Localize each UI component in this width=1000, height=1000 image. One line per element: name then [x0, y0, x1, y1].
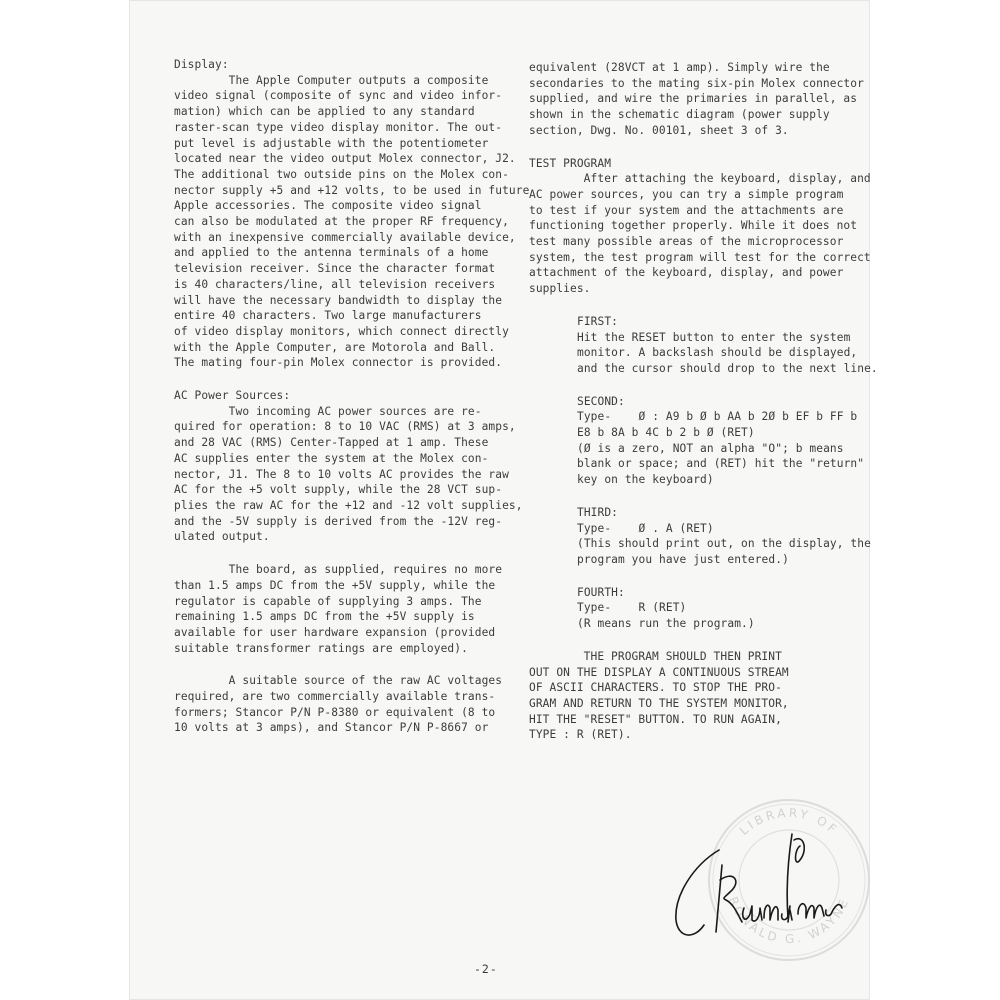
- test-program-line: After attaching the keyboard, display, and: [529, 172, 871, 186]
- board-line: remaining 1.5 amps DC from the +5V supply is: [174, 610, 475, 624]
- display-heading: Display:: [174, 58, 229, 71]
- step-line: key on the keyboard): [577, 473, 714, 487]
- page-number: -2-: [474, 962, 498, 976]
- display-paragraph: [174, 73, 530, 371]
- ac-power-line: ulated output.: [174, 530, 270, 544]
- test-program-line: to test if your system and the attachments are: [529, 203, 844, 217]
- test-program-line: AC power sources, you can try a simple program: [529, 187, 844, 201]
- closing-line: GRAM AND RETURN TO THE SYSTEM MONITOR,: [529, 696, 789, 710]
- display-line: nector supply +5 and +12 volts, to be used in future: [174, 183, 530, 197]
- board-paragraph: [174, 562, 503, 656]
- step-line: Type- R (RET): [577, 601, 687, 615]
- step-fourth: [577, 585, 839, 632]
- step-label: SECOND:: [577, 394, 625, 408]
- display-line: with an inexpensive commercially available device,: [174, 230, 516, 244]
- continuation-line: section, Dwg. No. 00101, sheet 3 of 3.: [529, 123, 789, 137]
- test-program-line: system, the test program will test for the correct: [529, 250, 871, 264]
- transformer-line: 10 volts at 3 amps), and Stancor P/N P-8667 or: [174, 721, 489, 735]
- step-line: monitor. A backslash should be displayed,: [577, 346, 858, 360]
- continuation-paragraph: [529, 60, 864, 139]
- step-line: Type- Ø : A9 b Ø b AA b 2Ø b EF b FF b: [577, 410, 858, 424]
- board-line: than 1.5 amps DC from the +5V supply, while the: [174, 578, 496, 592]
- transformer-line: formers; Stancor P/N P-8380 or equivalent (8 to: [174, 705, 496, 719]
- step-label: THIRD:: [577, 505, 619, 519]
- continuation-line: equivalent (28VCT at 1 amp). Simply wire the: [529, 61, 830, 74]
- step-third: [577, 505, 871, 568]
- step-line: program you have just entered.): [577, 552, 789, 566]
- display-line: The Apple Computer outputs a composite: [174, 73, 489, 87]
- continuation-line: secondaries to the mating six-pin Molex connector: [529, 76, 864, 90]
- ac-power-line: quired for operation: 8 to 10 VAC (RMS) at 3 amps,: [174, 420, 516, 434]
- ac-power-line: plies the raw AC for the +12 and -12 volt supplies,: [174, 498, 523, 512]
- step-line: Type- Ø . A (RET): [577, 521, 714, 535]
- board-line: suitable transformer ratings are employed).: [174, 641, 468, 655]
- ac-power-line: and the -5V supply is derived from the -12V reg-: [174, 514, 503, 528]
- closing-line: THE PROGRAM SHOULD THEN PRINT: [529, 649, 782, 663]
- board-line: regulator is capable of supplying 3 amps. The: [174, 594, 482, 608]
- ac-power-line: nector, J1. The 8 to 10 volts AC provides the raw: [174, 467, 509, 481]
- signature-icon: [664, 820, 844, 950]
- ac-power-line: AC for the +5 volt supply, while the 28 VCT sup-: [174, 483, 503, 497]
- closing-line: TYPE : R (RET).: [529, 728, 632, 742]
- closing-line: OUT ON THE DISPLAY A CONTINUOUS STREAM: [529, 665, 789, 679]
- board-line: available for user hardware expansion (provided: [174, 625, 496, 639]
- ac-power-heading: AC Power Sources:: [174, 389, 291, 403]
- step-label: FIRST:: [577, 314, 619, 328]
- step-line: (R means run the program.): [577, 617, 755, 631]
- display-line: with the Apple Computer, are Motorola and Ball.: [174, 340, 496, 354]
- step-second: [577, 394, 865, 488]
- step-line: and the cursor should drop to the next line.: [577, 361, 878, 375]
- right-column: [529, 60, 878, 743]
- display-line: raster-scan type video display monitor. The out-: [174, 120, 503, 134]
- transformer-paragraph: [174, 673, 503, 736]
- display-line: Apple accessories. The composite video signal: [174, 199, 482, 213]
- step-line: Hit the RESET button to enter the system: [577, 330, 851, 344]
- step-first: [577, 314, 878, 377]
- svg-text:LIBRARY OF: LIBRARY OF: [736, 805, 842, 838]
- continuation-line: supplied, and wire the primaries in parallel, as: [529, 92, 858, 106]
- closing-line: HIT THE "RESET" BUTTON. TO RUN AGAIN,: [529, 712, 782, 726]
- ac-power-line: and 28 VAC (RMS) Center-Tapped at 1 amp. These: [174, 436, 489, 450]
- svg-text:RONALD G. WAYNE: RONALD G. WAYNE: [725, 894, 853, 947]
- test-program-heading: TEST PROGRAM: [529, 156, 612, 170]
- transformer-line: required, are two commercially available trans-: [174, 690, 496, 704]
- display-line: located near the video output Molex connector, J2.: [174, 152, 516, 166]
- step-line: E8 b 8A b 4C b 2 b Ø (RET): [577, 426, 755, 440]
- display-line: The mating four-pin Molex connector is provided.: [174, 356, 503, 370]
- ac-power-paragraph: [174, 404, 523, 545]
- display-line: entire 40 characters. Two large manufacturers: [174, 309, 482, 323]
- closing-line: OF ASCII CHARACTERS. TO STOP THE PRO-: [529, 681, 782, 695]
- left-column: [174, 57, 530, 736]
- test-program-line: test many possible areas of the microprocessor: [529, 235, 844, 249]
- display-line: mation) which can be applied to any standard: [174, 105, 475, 119]
- document-page: [129, 0, 878, 1000]
- test-program-paragraph: [529, 171, 871, 297]
- display-line: can also be modulated at the proper RF frequency,: [174, 215, 509, 229]
- transformer-line: A suitable source of the raw AC voltages: [174, 674, 503, 688]
- step-line: blank or space; and (RET) hit the "return": [577, 457, 865, 471]
- ac-power-line: AC supplies enter the system at the Molex con-: [174, 451, 489, 465]
- board-line: The board, as supplied, requires no more: [174, 563, 503, 577]
- display-line: and applied to the antenna terminals of a home: [174, 246, 489, 260]
- display-line: of video display monitors, which connect directly: [174, 324, 509, 338]
- display-line: is 40 characters/line, all television receivers: [174, 277, 496, 291]
- test-program-line: attachment of the keyboard, display, and power: [529, 266, 844, 280]
- display-line: video signal (composite of sync and video infor-: [174, 89, 503, 103]
- ac-power-line: Two incoming AC power sources are re-: [174, 404, 482, 418]
- continuation-line: shown in the schematic diagram (power supply: [529, 108, 830, 122]
- closing-paragraph: [529, 649, 839, 743]
- test-program-line: supplies.: [529, 282, 591, 296]
- step-label: FOURTH:: [577, 585, 625, 599]
- step-line: (Ø is a zero, NOT an alpha "O"; b means: [577, 441, 844, 455]
- display-line: will have the necessary bandwidth to display the: [174, 293, 503, 307]
- test-program-line: functioning together properly. While it does not: [529, 219, 858, 233]
- display-line: put level is adjustable with the potentiometer: [174, 136, 489, 150]
- display-line: television receiver. Since the character format: [174, 262, 496, 276]
- step-line: (This should print out, on the display, the: [577, 537, 871, 551]
- display-line: The additional two outside pins on the Molex con-: [174, 167, 509, 181]
